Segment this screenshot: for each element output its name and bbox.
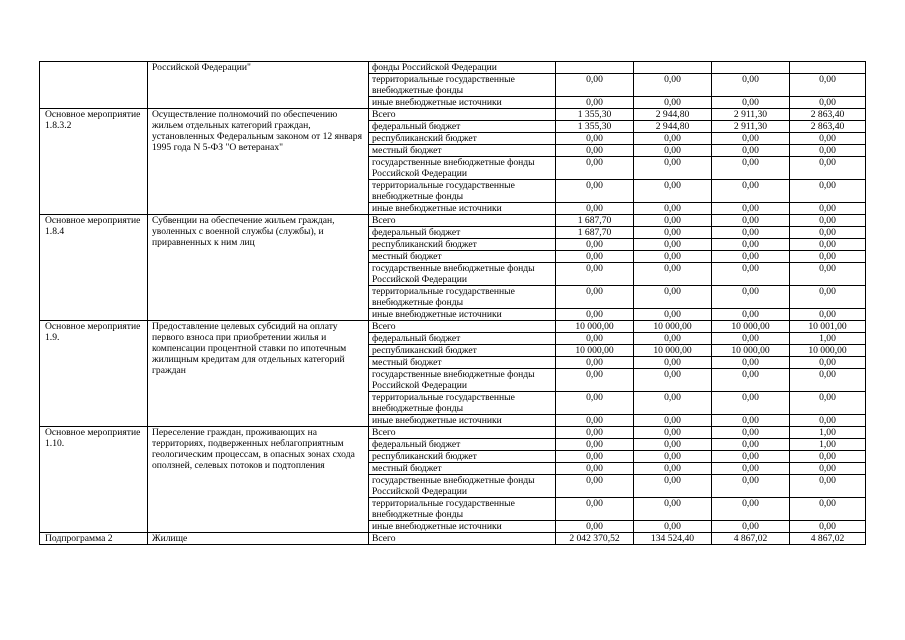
amount-cell: 10 000,00 — [556, 321, 634, 333]
amount-cell: 2 911,30 — [712, 121, 790, 133]
amount-cell: 0,00 — [790, 415, 866, 427]
amount-cell: 0,00 — [556, 392, 634, 415]
amount-cell: 0,00 — [556, 203, 634, 215]
amount-cell — [790, 62, 866, 74]
amount-cell: 10 000,00 — [556, 345, 634, 357]
amount-cell: 2 863,40 — [790, 121, 866, 133]
funding-source-cell: федеральный бюджет — [369, 121, 556, 133]
funding-source-cell: Всего — [369, 109, 556, 121]
amount-cell: 0,00 — [556, 239, 634, 251]
amount-cell: 1 687,70 — [556, 215, 634, 227]
code-cell: Основное мероприятие 1.8.4 — [40, 215, 148, 321]
table-row — [40, 321, 866, 333]
amount-cell: 0,00 — [556, 427, 634, 439]
amount-cell: 0,00 — [712, 203, 790, 215]
amount-cell: 0,00 — [556, 97, 634, 109]
amount-cell: 0,00 — [556, 451, 634, 463]
funding-source-cell: местный бюджет — [369, 463, 556, 475]
amount-cell: 0,00 — [634, 333, 712, 345]
funding-source-cell: федеральный бюджет — [369, 333, 556, 345]
amount-cell: 0,00 — [712, 333, 790, 345]
amount-cell: 10 000,00 — [712, 321, 790, 333]
amount-cell: 0,00 — [634, 157, 712, 180]
amount-cell: 10 001,00 — [790, 321, 866, 333]
funding-source-cell: фонды Российской Федерации — [369, 62, 556, 74]
funding-source-cell: территориальные государственные внебюджетные фонды — [369, 498, 556, 521]
amount-cell: 0,00 — [790, 498, 866, 521]
activity-cell: Предоставление целевых субсидий на оплату первого взноса при приобретении жилья и компенсации процентной ставки по ипотечным жилищным кредитам для отдельных категорий граждан — [148, 321, 369, 427]
code-cell: Подпрограмма 2 — [40, 533, 148, 545]
funding-source-cell: территориальные государственные внебюджетные фонды — [369, 180, 556, 203]
funding-source-cell: территориальные государственные внебюджетные фонды — [369, 392, 556, 415]
amount-cell: 0,00 — [634, 97, 712, 109]
amount-cell: 0,00 — [790, 357, 866, 369]
amount-cell: 0,00 — [712, 521, 790, 533]
amount-cell: 0,00 — [712, 74, 790, 97]
amount-cell: 10 000,00 — [634, 321, 712, 333]
amount-cell: 0,00 — [790, 203, 866, 215]
funding-source-cell: Всего — [369, 533, 556, 545]
funding-source-cell: иные внебюджетные источники — [369, 203, 556, 215]
amount-cell: 0,00 — [556, 439, 634, 451]
amount-cell: 0,00 — [634, 74, 712, 97]
amount-cell: 0,00 — [556, 157, 634, 180]
funding-source-cell: Всего — [369, 427, 556, 439]
funding-source-cell: территориальные государственные внебюджетные фонды — [369, 74, 556, 97]
amount-cell: 0,00 — [790, 369, 866, 392]
amount-cell: 0,00 — [634, 286, 712, 309]
amount-cell: 0,00 — [712, 415, 790, 427]
amount-cell: 0,00 — [634, 227, 712, 239]
funding-source-cell: иные внебюджетные источники — [369, 415, 556, 427]
amount-cell: 0,00 — [790, 475, 866, 498]
funding-source-cell: республиканский бюджет — [369, 239, 556, 251]
amount-cell: 0,00 — [712, 239, 790, 251]
amount-cell: 2 042 370,52 — [556, 533, 634, 545]
amount-cell: 0,00 — [634, 427, 712, 439]
amount-cell: 0,00 — [712, 180, 790, 203]
funding-source-cell: государственные внебюджетные фонды Российской Федерации — [369, 369, 556, 392]
amount-cell: 2 944,80 — [634, 109, 712, 121]
funding-source-cell: иные внебюджетные источники — [369, 521, 556, 533]
amount-cell: 0,00 — [556, 333, 634, 345]
amount-cell: 0,00 — [712, 97, 790, 109]
amount-cell: 0,00 — [556, 415, 634, 427]
amount-cell: 0,00 — [712, 145, 790, 157]
funding-source-cell: государственные внебюджетные фонды Российской Федерации — [369, 157, 556, 180]
activity-cell: Субвенции на обеспечение жильем граждан, уволенных с военной службы (службы), и приравненных к ним лиц — [148, 215, 369, 321]
activity-cell: Российской Федерации" — [148, 62, 369, 109]
amount-cell: 0,00 — [790, 239, 866, 251]
amount-cell: 0,00 — [556, 521, 634, 533]
amount-cell: 0,00 — [634, 180, 712, 203]
amount-cell: 0,00 — [634, 521, 712, 533]
amount-cell: 0,00 — [712, 451, 790, 463]
code-cell: Основное мероприятие 1.8.3.2 — [40, 109, 148, 215]
amount-cell: 0,00 — [634, 415, 712, 427]
amount-cell: 0,00 — [634, 239, 712, 251]
amount-cell: 0,00 — [712, 439, 790, 451]
amount-cell: 0,00 — [634, 251, 712, 263]
amount-cell: 0,00 — [634, 309, 712, 321]
amount-cell: 0,00 — [634, 133, 712, 145]
activity-cell: Переселение граждан, проживающих на территориях, подверженных неблагоприятным геологическим процессам, в опасных зонах схода оползней, селевых потоков и подтопления — [148, 427, 369, 533]
funding-source-cell: федеральный бюджет — [369, 227, 556, 239]
amount-cell: 0,00 — [790, 215, 866, 227]
amount-cell: 0,00 — [790, 74, 866, 97]
amount-cell: 0,00 — [634, 463, 712, 475]
amount-cell: 0,00 — [556, 251, 634, 263]
amount-cell: 0,00 — [634, 475, 712, 498]
amount-cell: 0,00 — [712, 227, 790, 239]
amount-cell: 0,00 — [712, 157, 790, 180]
amount-cell: 0,00 — [634, 263, 712, 286]
amount-cell — [556, 62, 634, 74]
amount-cell: 0,00 — [712, 498, 790, 521]
amount-cell: 0,00 — [556, 180, 634, 203]
amount-cell: 0,00 — [712, 463, 790, 475]
amount-cell: 0,00 — [634, 369, 712, 392]
amount-cell: 1,00 — [790, 427, 866, 439]
amount-cell: 0,00 — [790, 309, 866, 321]
amount-cell: 1,00 — [790, 439, 866, 451]
amount-cell: 0,00 — [556, 133, 634, 145]
amount-cell: 0,00 — [634, 215, 712, 227]
budget-table — [39, 61, 866, 545]
amount-cell: 0,00 — [712, 357, 790, 369]
activity-cell: Осуществление полномочий по обеспечению жильем отдельных категорий граждан, установленных Федеральным законом от 12 января 1995 года N 5-ФЗ "О ветеранах" — [148, 109, 369, 215]
funding-source-cell: республиканский бюджет — [369, 133, 556, 145]
amount-cell: 0,00 — [634, 392, 712, 415]
budget-table-body — [40, 62, 866, 545]
amount-cell: 0,00 — [712, 369, 790, 392]
amount-cell: 0,00 — [790, 227, 866, 239]
funding-source-cell: иные внебюджетные источники — [369, 97, 556, 109]
amount-cell: 0,00 — [712, 215, 790, 227]
funding-source-cell: местный бюджет — [369, 251, 556, 263]
amount-cell: 0,00 — [556, 357, 634, 369]
amount-cell: 0,00 — [790, 463, 866, 475]
amount-cell: 0,00 — [556, 145, 634, 157]
funding-source-cell: государственные внебюджетные фонды Российской Федерации — [369, 475, 556, 498]
amount-cell: 1,00 — [790, 333, 866, 345]
amount-cell: 10 000,00 — [712, 345, 790, 357]
table-row — [40, 215, 866, 227]
amount-cell: 0,00 — [712, 392, 790, 415]
funding-source-cell: государственные внебюджетные фонды Российской Федерации — [369, 263, 556, 286]
amount-cell: 0,00 — [712, 251, 790, 263]
funding-source-cell: Всего — [369, 215, 556, 227]
amount-cell — [712, 62, 790, 74]
amount-cell: 0,00 — [556, 263, 634, 286]
table-row — [40, 427, 866, 439]
amount-cell: 0,00 — [790, 286, 866, 309]
amount-cell: 0,00 — [634, 203, 712, 215]
amount-cell: 0,00 — [790, 133, 866, 145]
amount-cell: 0,00 — [556, 498, 634, 521]
funding-source-cell: территориальные государственные внебюджетные фонды — [369, 286, 556, 309]
amount-cell: 0,00 — [556, 369, 634, 392]
code-cell: Основное мероприятие 1.9. — [40, 321, 148, 427]
amount-cell: 0,00 — [712, 286, 790, 309]
amount-cell: 10 000,00 — [790, 345, 866, 357]
funding-source-cell: местный бюджет — [369, 357, 556, 369]
amount-cell: 0,00 — [790, 392, 866, 415]
table-row — [40, 109, 866, 121]
amount-cell: 0,00 — [712, 475, 790, 498]
code-cell — [40, 62, 148, 109]
amount-cell: 0,00 — [634, 439, 712, 451]
amount-cell: 1 355,30 — [556, 121, 634, 133]
table-row — [40, 62, 866, 74]
amount-cell: 0,00 — [790, 97, 866, 109]
amount-cell: 0,00 — [790, 521, 866, 533]
amount-cell: 0,00 — [790, 251, 866, 263]
amount-cell: 0,00 — [712, 133, 790, 145]
amount-cell: 0,00 — [556, 475, 634, 498]
amount-cell — [634, 62, 712, 74]
amount-cell: 2 944,80 — [634, 121, 712, 133]
amount-cell: 0,00 — [634, 357, 712, 369]
amount-cell: 10 000,00 — [634, 345, 712, 357]
amount-cell: 0,00 — [790, 451, 866, 463]
amount-cell: 0,00 — [712, 263, 790, 286]
amount-cell: 0,00 — [790, 145, 866, 157]
amount-cell: 0,00 — [634, 498, 712, 521]
amount-cell: 2 911,30 — [712, 109, 790, 121]
funding-source-cell: республиканский бюджет — [369, 451, 556, 463]
amount-cell: 4 867,02 — [790, 533, 866, 545]
funding-source-cell: федеральный бюджет — [369, 439, 556, 451]
amount-cell: 0,00 — [556, 286, 634, 309]
funding-source-cell: Всего — [369, 321, 556, 333]
amount-cell: 4 867,02 — [712, 533, 790, 545]
amount-cell: 0,00 — [556, 74, 634, 97]
funding-source-cell: местный бюджет — [369, 145, 556, 157]
amount-cell: 0,00 — [556, 309, 634, 321]
amount-cell: 0,00 — [712, 427, 790, 439]
amount-cell: 1 687,70 — [556, 227, 634, 239]
amount-cell: 0,00 — [634, 451, 712, 463]
activity-cell: Жилище — [148, 533, 369, 545]
funding-source-cell: республиканский бюджет — [369, 345, 556, 357]
amount-cell: 2 863,40 — [790, 109, 866, 121]
amount-cell: 0,00 — [634, 145, 712, 157]
funding-source-cell: иные внебюджетные источники — [369, 309, 556, 321]
amount-cell: 0,00 — [790, 157, 866, 180]
amount-cell: 0,00 — [556, 463, 634, 475]
amount-cell: 1 355,30 — [556, 109, 634, 121]
amount-cell: 0,00 — [790, 263, 866, 286]
table-row — [40, 533, 866, 545]
amount-cell: 0,00 — [790, 180, 866, 203]
amount-cell: 0,00 — [712, 309, 790, 321]
amount-cell: 134 524,40 — [634, 533, 712, 545]
code-cell: Основное мероприятие 1.10. — [40, 427, 148, 533]
